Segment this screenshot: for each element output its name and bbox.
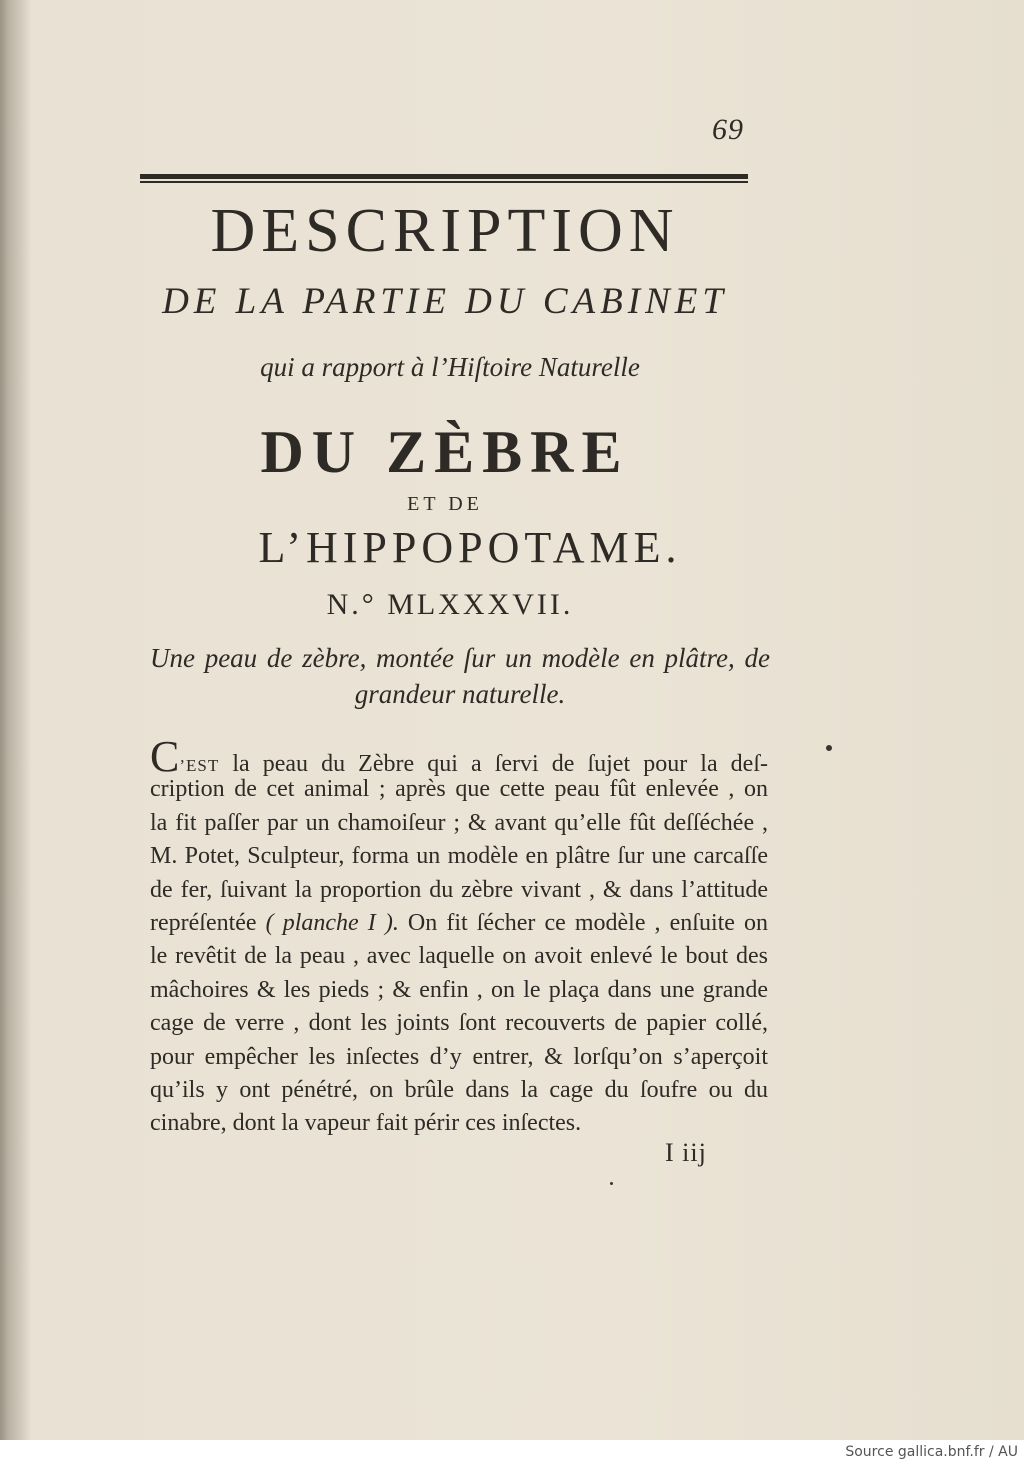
- body-line-7: le revêtit de la peau , avec laquelle on avoit enlevé le bout des: [150, 943, 768, 970]
- body-line-1: [150, 732, 768, 781]
- body-line-8: mâchoires & les pieds ; & enfin , on le plaça dans une grande: [150, 976, 768, 1003]
- body-smallcaps: ’EST: [179, 756, 220, 775]
- body-line-12: cinabre, dont la vapeur fait périr ces inſectes.: [150, 1110, 582, 1137]
- heading-zebre: DU ZÈBRE: [260, 419, 630, 485]
- header-rule-thin: [140, 181, 748, 183]
- header-rule-thick: [140, 174, 748, 179]
- item-caption-line-1: Une peau de zèbre, montée ſur un modèle en plâtre, de: [150, 643, 770, 673]
- item-caption-line-2: grandeur naturelle.: [354, 679, 566, 709]
- header-rule: [140, 174, 748, 184]
- item-number: N.° MLXXXVII.: [326, 588, 574, 621]
- body-line-6: [150, 907, 768, 940]
- spine-shadow: [0, 0, 32, 1440]
- subtitle-line-1: DE LA PARTIE DU CABINET: [162, 281, 728, 322]
- body-paragraph: [150, 732, 769, 1141]
- body-line-6-a: repréſentée: [150, 909, 266, 936]
- body-line-4: M. Potet, Sculpteur, forma un modèle en plâtre ſur une carcaſſe: [150, 843, 768, 870]
- item-caption: [150, 640, 770, 712]
- subtitle-line-2: qui a rapport à l’Hiſtoire Naturelle: [260, 352, 640, 382]
- body-line-2: cription de cet animal ; après que cette peau fût enlevée , on: [150, 776, 768, 803]
- ink-speck: [610, 1182, 613, 1185]
- page-number: 69: [712, 113, 744, 146]
- signature-mark: I iij: [665, 1138, 707, 1167]
- drop-cap: C: [150, 732, 180, 781]
- body-line-5: de fer, ſuivant la proportion du zèbre vivant , & dans l’attitude: [150, 876, 768, 903]
- page-title: DESCRIPTION: [210, 197, 680, 265]
- heading-hippopotame: L’HIPPOPOTAME.: [258, 523, 682, 572]
- body-line-9: cage de verre , dont les joints ſont recouverts de papier collé,: [150, 1010, 768, 1037]
- body-line-11: qu’ils y ont pénétré, on brûle dans la cage du ſoufre ou du: [150, 1076, 768, 1103]
- body-line-3: la fit paſſer par un chamoiſeur ; & avant qu’elle fût deſſéchée ,: [150, 809, 768, 836]
- body-line-1-text: la peau du Zèbre qui a ſervi de ſujet pour la deſ-: [219, 751, 768, 777]
- ink-speck: [826, 745, 832, 751]
- body-line-10: pour empêcher les inſectes d’y entrer, & lorſqu’on s’aperçoit: [150, 1043, 768, 1070]
- source-credit: Source gallica.bnf.fr / AU: [845, 1444, 1018, 1460]
- heading-et-de: ET DE: [407, 493, 483, 515]
- body-line-6-b: On fit ſécher ce modèle , enſuite on: [398, 909, 769, 936]
- plate-reference: ( planche I ).: [265, 909, 399, 936]
